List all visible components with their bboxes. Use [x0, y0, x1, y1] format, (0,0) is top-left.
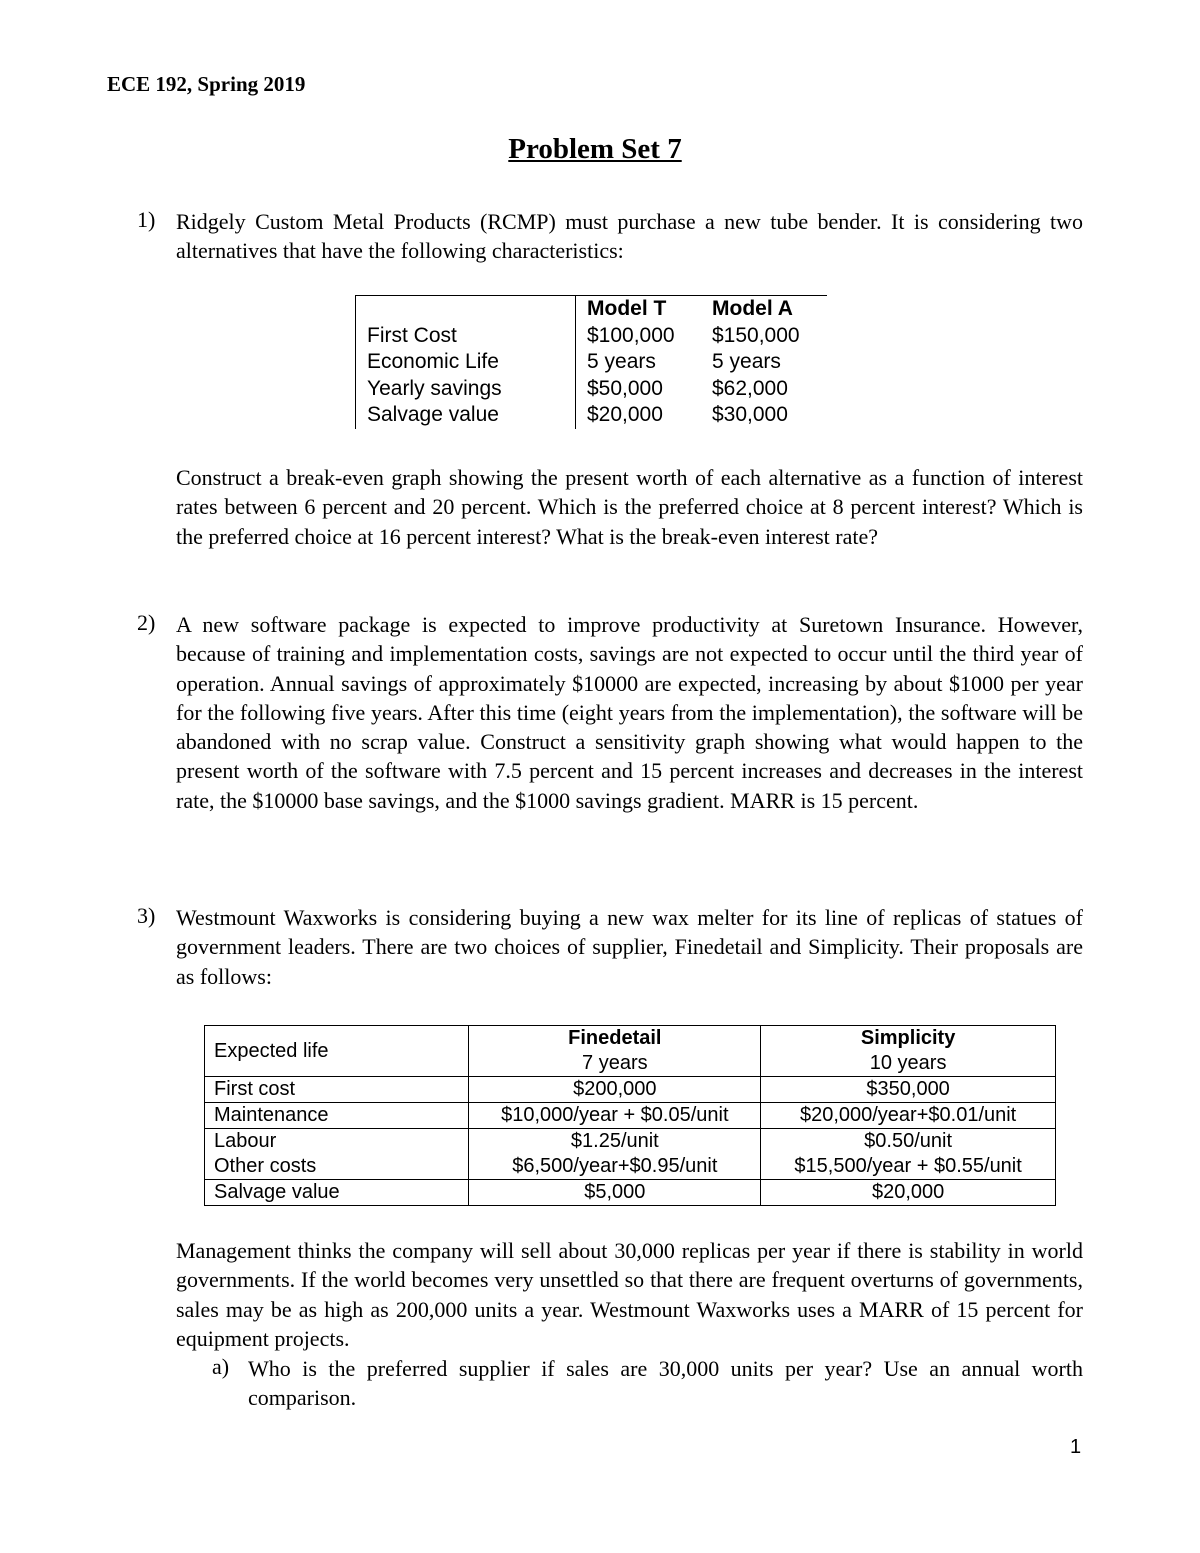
table-cell: $350,000 — [761, 1077, 1056, 1103]
table-header-simplicity-cell — [761, 1026, 1056, 1077]
table-cell: 5 years — [587, 350, 656, 373]
table-row-label: Salvage value — [205, 1180, 469, 1206]
table-cell: 10 years — [869, 1052, 947, 1074]
question-3a-number: a) — [212, 1354, 230, 1379]
page-number: 1 — [1070, 1436, 1082, 1458]
table-cell: $30,000 — [712, 403, 788, 426]
table-cell: $20,000/year+$0.01/unit — [761, 1103, 1056, 1129]
table-cell: $50,000 — [587, 377, 663, 400]
table-header-finedetail-cell — [469, 1026, 761, 1077]
table-row-label — [205, 1129, 469, 1180]
table-row-label: First Cost — [367, 324, 457, 347]
table-cell: $0.50/unit — [864, 1130, 953, 1152]
table-cell: $20,000 — [761, 1180, 1056, 1206]
table-row-label: First cost — [205, 1077, 469, 1103]
table-header-simplicity: Simplicity — [860, 1027, 956, 1049]
table-cell: $15,500/year + $0.55/unit — [794, 1155, 1022, 1177]
table-model-comparison — [355, 295, 827, 429]
question-1-number: 1) — [137, 207, 156, 232]
table-cell: $62,000 — [712, 377, 788, 400]
table-header-finedetail: Finedetail — [568, 1027, 662, 1049]
table-row-label: Maintenance — [205, 1103, 469, 1129]
table-supplier-comparison — [204, 1025, 1056, 1203]
table-row-label: Economic Life — [367, 350, 499, 373]
question-3-number: 3) — [137, 903, 156, 928]
table-row-label: Labour — [214, 1130, 277, 1152]
question-1-text: Ridgely Custom Metal Products (RCMP) must purchase a new tube bender. It is considering two alternatives that have the following characteristics: — [176, 209, 1083, 264]
table-cell: $10,000/year + $0.05/unit — [469, 1103, 761, 1129]
table-cell: $100,000 — [587, 324, 675, 347]
table-row-label: Other costs — [214, 1155, 317, 1177]
course-header: ECE 192, Spring 2019 — [107, 72, 306, 96]
question-2-text: A new software package is expected to improve productivity at Suretown Insurance. However, because of training and implementation costs, savings are not expected to occur until the third year of operation. Annual savings of approximately $10000 are expected, increasing by about $1000 per year for the following five years. After this time (eight years from the implementation), the software will be abandoned with no scrap value. Construct a sensitivity graph showing what would happen to the present worth of the software with 7.5 percent and 15 percent increases and decreases in the interest rate, the $10000 base savings, and the $1000 savings gradient. MARR is 15 percent. — [176, 612, 1083, 813]
table-row-label: Yearly savings — [367, 377, 502, 400]
table-cell: 7 years — [582, 1052, 648, 1074]
table-cell: $150,000 — [712, 324, 800, 347]
page-title: Problem Set 7 — [508, 133, 682, 165]
table-cell: $5,000 — [469, 1180, 761, 1206]
question-3-context: Management thinks the company will sell about 30,000 replicas per year if there is stability in world governments. If the world becomes very unsettled so that there are frequent overturns of governments, sales may be as high as 200,000 units a year. Westmount Waxworks uses a MARR of 15 percent for equipment projects. — [176, 1238, 1083, 1351]
table-header-model-t: Model T — [587, 297, 667, 320]
question-3a-text: Who is the preferred supplier if sales are 30,000 units per year? Use an annual worth comparison. — [248, 1356, 1083, 1411]
table-cell: 5 years — [712, 350, 781, 373]
table-header-model-a: Model A — [712, 297, 793, 320]
table-cell: $200,000 — [469, 1077, 761, 1103]
table-row-label: Expected life — [205, 1026, 469, 1077]
table-cell — [469, 1129, 761, 1180]
table-row-label: Salvage value — [367, 403, 499, 426]
table-cell: $20,000 — [587, 403, 663, 426]
question-1-instructions: Construct a break-even graph showing the present worth of each alternative as a function of interest rates between 6 percent and 20 percent. Which is the preferred choice at 8 percent interest? Which is the preferred choice at 16 percent interest? What is the break-even interest rate? — [176, 465, 1083, 549]
question-3-text: Westmount Waxworks is considering buying a new wax melter for its line of replicas of statues of government leaders. There are two choices of supplier, Finedetail and Simplicity. Their proposals are as follows: — [176, 905, 1083, 989]
question-2-number: 2) — [137, 610, 156, 635]
table-cell: $6,500/year+$0.95/unit — [512, 1155, 718, 1177]
table-cell — [761, 1129, 1056, 1180]
table-cell: $1.25/unit — [570, 1130, 659, 1152]
